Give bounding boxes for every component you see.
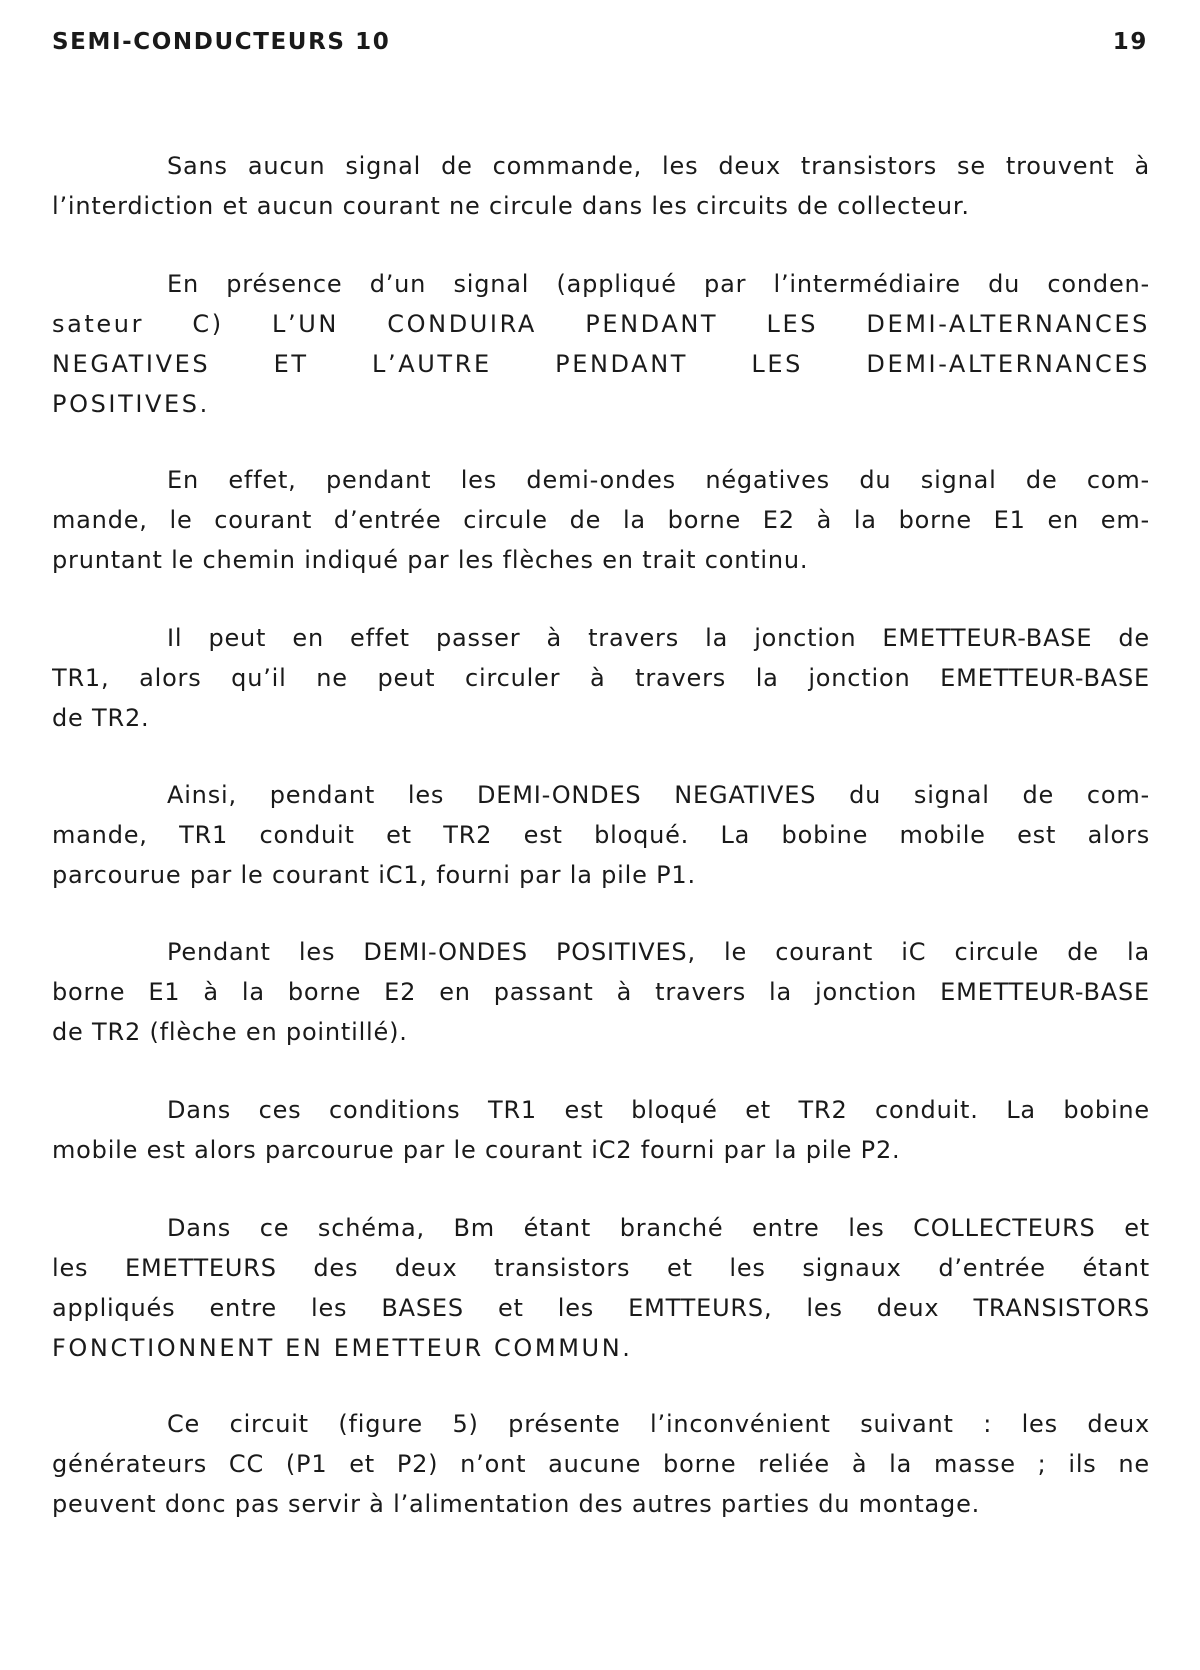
text-line: mobile est alors parcourue par le courant iC2 fourni par la pile P2.	[52, 1136, 901, 1164]
text-line: l’interdiction et aucun courant ne circule dans les circuits de collecteur.	[52, 192, 970, 220]
text-line: mande, TR1 conduit et TR2 est bloqué. La bobine mobile est alors	[52, 821, 1150, 849]
text-line: de TR2 (flèche en pointillé).	[52, 1018, 408, 1046]
text-line: appliqués entre les BASES et les EMTTEURS, les deux TRANSISTORS	[52, 1294, 1150, 1322]
text-line: parcourue par le courant iC1, fourni par la pile P1.	[52, 861, 696, 889]
paragraph	[52, 1090, 1150, 1170]
text-line: Sans aucun signal de commande, les deux transistors se trouvent à	[167, 152, 1150, 180]
paragraph	[52, 460, 1150, 580]
text-line: Dans ce schéma, Bm étant branché entre les COLLECTEURS et	[167, 1214, 1150, 1242]
text-line: En présence d’un signal (appliqué par l’intermédiaire du conden-	[167, 270, 1150, 298]
paragraph	[52, 775, 1150, 895]
text-line: Ainsi, pendant les DEMI-ONDES NEGATIVES du signal de com-	[167, 781, 1150, 809]
text-line: générateurs CC (P1 et P2) n’ont aucune borne reliée à la masse ; ils ne	[52, 1450, 1150, 1478]
page-number: 19	[1112, 29, 1148, 55]
text-line: mande, le courant d’entrée circule de la borne E2 à la borne E1 en em-	[52, 506, 1150, 534]
text-line: pruntant le chemin indiqué par les flèches en trait continu.	[52, 546, 809, 574]
running-title: SEMI-CONDUCTEURS 10	[52, 29, 391, 55]
text-line: Il peut en effet passer à travers la jonction EMETTEUR-BASE de	[167, 624, 1150, 652]
paragraph	[52, 1208, 1150, 1368]
text-line: NEGATIVES ET L’AUTRE PENDANT LES DEMI-ALTERNANCES	[52, 350, 1150, 378]
page-header	[52, 22, 1148, 62]
paragraph	[52, 1404, 1150, 1524]
paragraph	[52, 264, 1150, 424]
paragraph	[52, 618, 1150, 738]
text-line: les EMETTEURS des deux transistors et les signaux d’entrée étant	[52, 1254, 1150, 1282]
text-line: borne E1 à la borne E2 en passant à travers la jonction EMETTEUR-BASE	[52, 978, 1150, 1006]
text-line: de TR2.	[52, 704, 150, 732]
text-line: peuvent donc pas servir à l’alimentation des autres parties du montage.	[52, 1490, 981, 1518]
text-line: POSITIVES.	[52, 390, 210, 418]
text-line: Pendant les DEMI-ONDES POSITIVES, le courant iC circule de la	[167, 938, 1150, 966]
text-line: sateur C) L’UN CONDUIRA PENDANT LES DEMI-ALTERNANCES	[52, 310, 1150, 338]
text-line: FONCTIONNENT EN EMETTEUR COMMUN.	[52, 1334, 633, 1362]
paragraph	[52, 146, 1150, 226]
paragraph	[52, 932, 1150, 1052]
text-line: En effet, pendant les demi-ondes négatives du signal de com-	[167, 466, 1150, 494]
text-line: Ce circuit (figure 5) présente l’inconvénient suivant : les deux	[167, 1410, 1150, 1438]
text-line: Dans ces conditions TR1 est bloqué et TR2 conduit. La bobine	[167, 1096, 1150, 1124]
text-line: TR1, alors qu’il ne peut circuler à travers la jonction EMETTEUR-BASE	[52, 664, 1150, 692]
